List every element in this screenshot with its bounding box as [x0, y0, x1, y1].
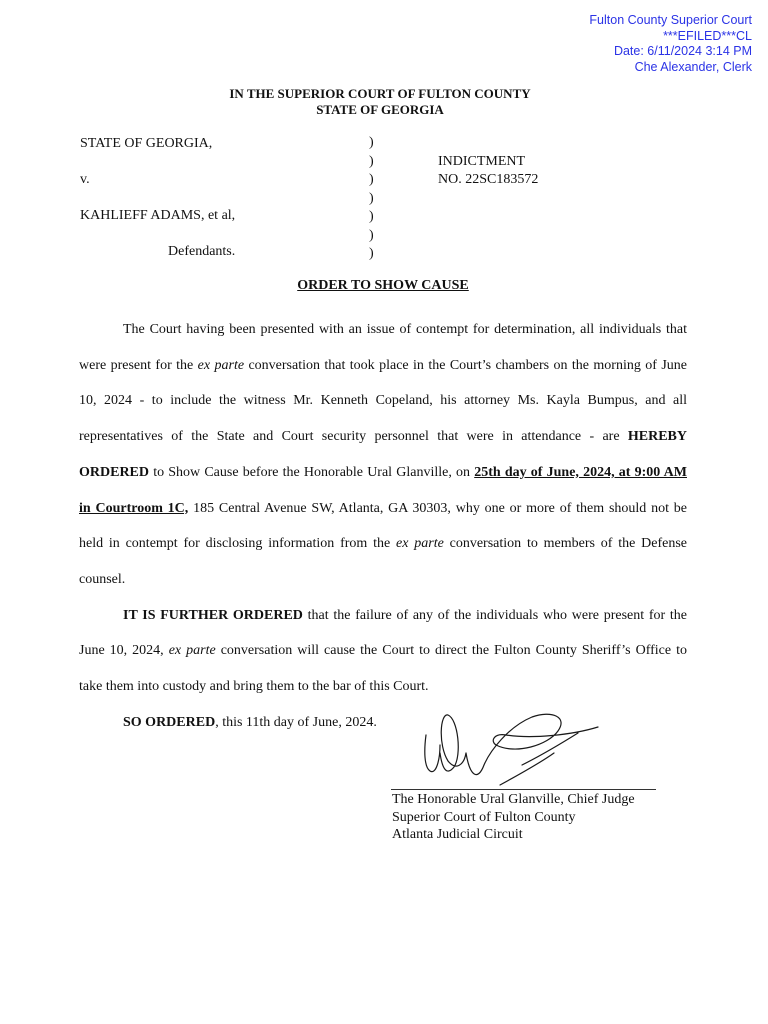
caption-plaintiff: STATE OF GEORGIA,: [80, 136, 213, 151]
text-run: conversation that took place in the Court’s chambers on the morning of June 10, 2024 - to include the witness Mr. Kenneth Copeland, his attorney Ms. Kayla Bumpus, and all representatives of the State and Court security personnel that were in attendance - are: [79, 357, 687, 445]
judge-name: The Honorable Ural Glanville, Chief Judge: [392, 792, 635, 807]
caption-case-number: NO. 22SC183572: [438, 172, 539, 187]
signature-line: [391, 789, 656, 790]
text-bold: SO ORDERED: [123, 714, 216, 730]
judge-circuit: Atlanta Judicial Circuit: [392, 827, 523, 842]
order-body: [79, 312, 687, 740]
judge-signature: [412, 705, 612, 795]
caption-paren: ): [369, 153, 374, 169]
text-italic: ex parte: [197, 357, 245, 373]
text-italic: ex parte: [396, 536, 444, 552]
stamp-date: Date: 6/11/2024 3:14 PM: [613, 44, 752, 58]
stamp-clerk: Che Alexander, Clerk: [634, 59, 752, 74]
caption-paren: ): [369, 209, 374, 224]
stamp-court: Fulton County Superior Court: [589, 13, 752, 27]
text-run: conversation will cause the Court to direct the Fulton County Sheriff’s Office to take them into custody and bring them to the bar of this Court.: [79, 643, 688, 695]
judge-block: [392, 791, 635, 844]
text-run: to Show Cause before the Honorable Ural Glanville, on: [149, 464, 475, 480]
caption-paren: ): [369, 227, 374, 243]
text-run: , this 11th day of June, 2024.: [215, 714, 377, 730]
court-heading: [0, 86, 760, 118]
caption-versus: v.: [80, 172, 90, 187]
paragraph-contempt: [79, 312, 687, 598]
text-run: that the failure of any of the individuals who were present for the June 10, 2024,: [79, 607, 688, 659]
caption-brackets: [369, 134, 374, 264]
caption-paren: ): [369, 190, 374, 206]
paragraph-further-ordered: [79, 598, 687, 705]
stamp-efiled: ***EFILED***CL: [663, 28, 752, 43]
caption-defendants-label: Defendants.: [168, 244, 236, 259]
caption-paren: ): [369, 135, 374, 150]
text-bold: IT IS FURTHER ORDERED: [123, 607, 303, 623]
caption-case-label: INDICTMENT: [438, 154, 526, 169]
text-run: 185 Central Avenue SW, Atlanta, GA 30303, why one or more of them should not be held in contempt for disclosing information from the: [79, 500, 687, 552]
caption-defendant: KAHLIEFF ADAMS, et al,: [80, 208, 236, 223]
text-run: The Court having been presented with an issue of contempt for determination, all individuals that were present for the: [79, 322, 687, 373]
text-bold: HEREBY ORDERED: [79, 429, 687, 480]
efile-stamp: [589, 13, 752, 75]
judge-court: Superior Court of Fulton County: [392, 809, 576, 825]
court-name: IN THE SUPERIOR COURT OF FULTON COUNTY: [229, 86, 531, 101]
order-title: ORDER TO SHOW CAUSE: [297, 278, 469, 293]
text-italic: ex parte: [168, 643, 216, 659]
caption-paren: ): [369, 172, 374, 187]
caption-paren: ): [369, 246, 374, 261]
court-state: STATE OF GEORGIA: [316, 102, 444, 117]
text-run: conversation to members of the Defense counsel.: [79, 536, 688, 587]
hearing-date: 25th day of June, 2024, at 9:00 AM in Courtroom 1C,: [79, 464, 687, 516]
